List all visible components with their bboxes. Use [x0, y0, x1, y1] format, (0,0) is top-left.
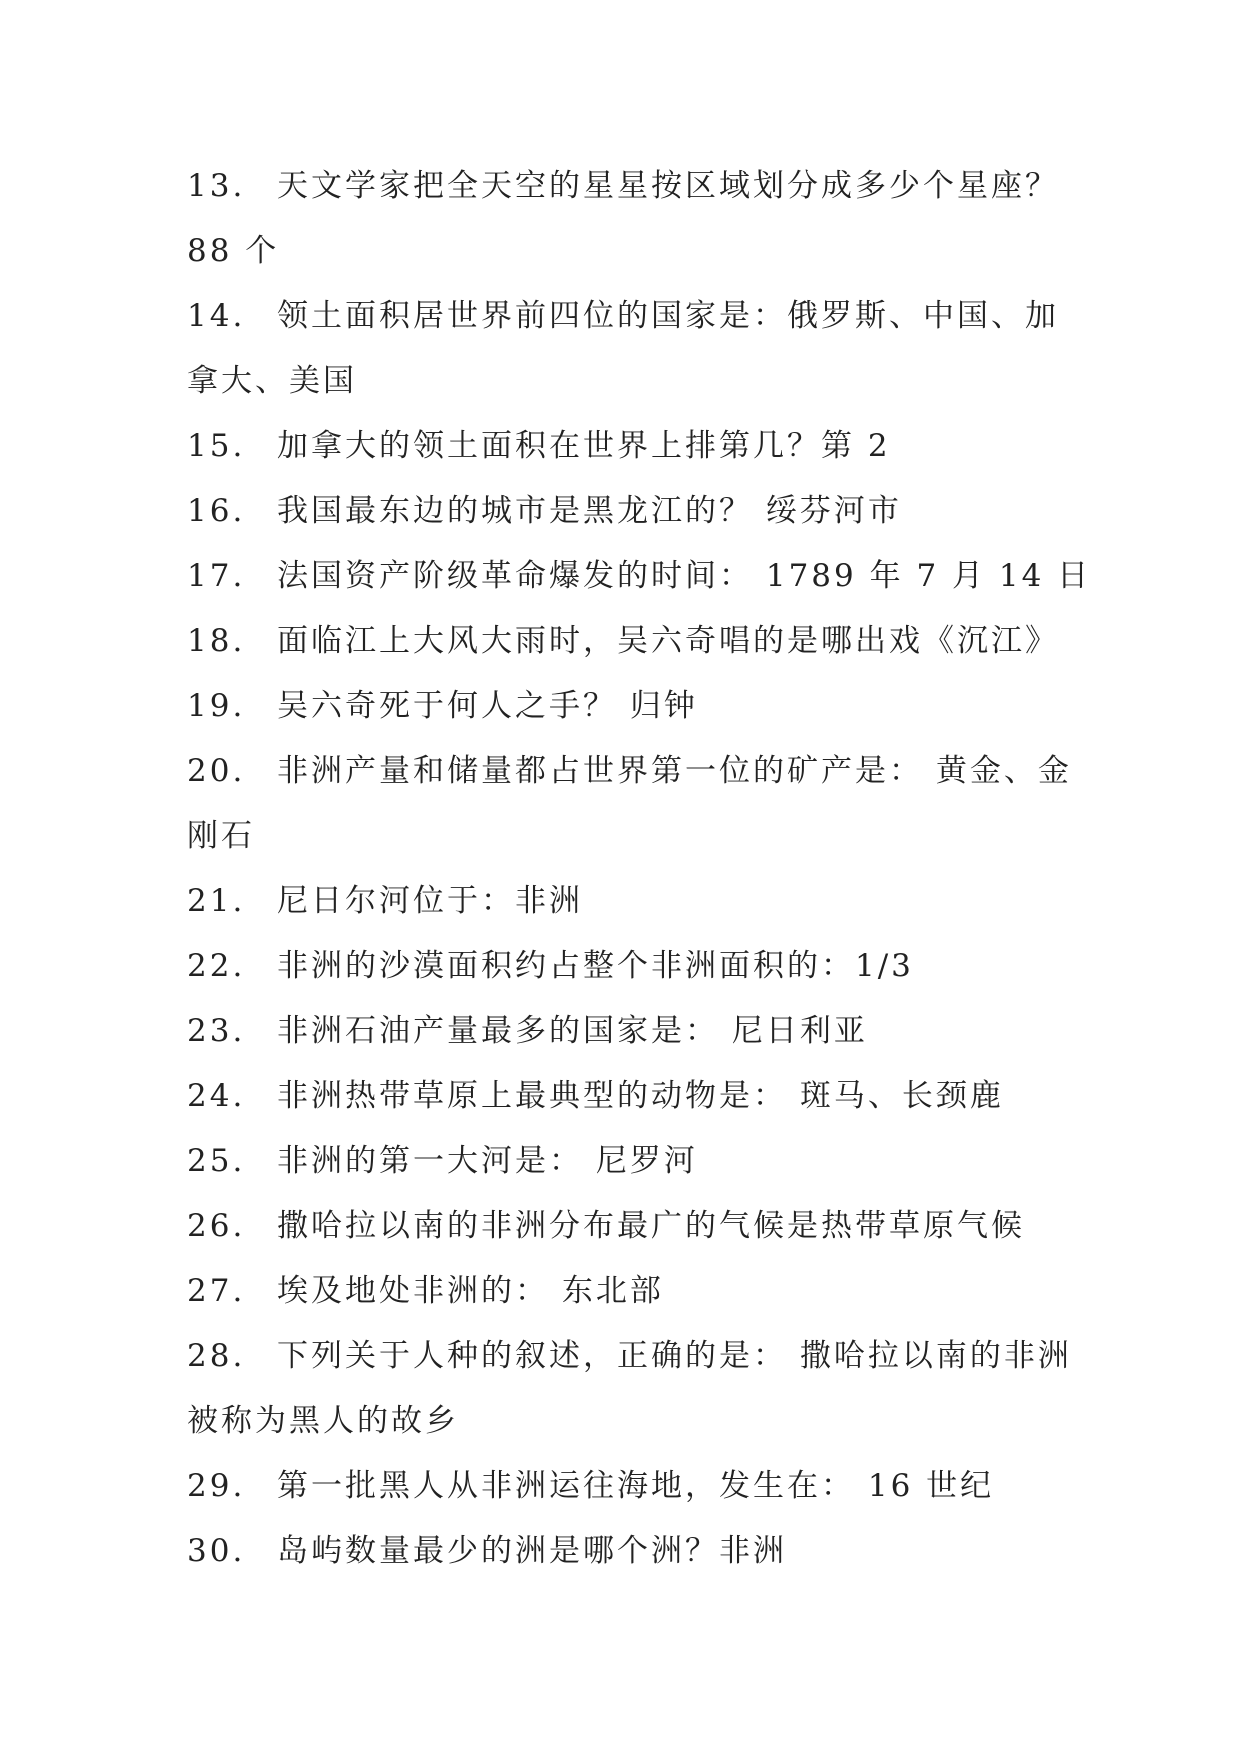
question-number: 30.	[187, 1533, 246, 1569]
question-16	[187, 479, 1067, 544]
question-text: 加拿大的领土面积在世界上排第几？第 2	[277, 428, 891, 464]
question-text: 吴六奇死于何人之手？ 归钟	[277, 688, 698, 724]
question-text: 领土面积居世界前四位的国家是：俄罗斯、中国、加	[277, 298, 1059, 334]
question-number: 25.	[187, 1143, 246, 1179]
question-number: 27.	[187, 1273, 246, 1309]
question-text: 非洲石油产量最多的国家是： 尼日利亚	[277, 1013, 868, 1049]
question-number: 26.	[187, 1208, 246, 1244]
question-28	[187, 1324, 1072, 1389]
question-number: 16.	[187, 493, 246, 529]
question-21	[187, 869, 1067, 934]
question-17	[187, 544, 1092, 609]
question-text-continued: 刚石	[187, 818, 255, 854]
question-number: 23.	[187, 1013, 246, 1049]
question-number: 20.	[187, 753, 246, 789]
question-text: 撒哈拉以南的非洲分布最广的气候是热带草原气候	[277, 1208, 1025, 1244]
question-text: 埃及地处非洲的： 东北部	[277, 1273, 664, 1309]
question-number: 29.	[187, 1468, 246, 1504]
question-20	[187, 739, 1072, 804]
question-24	[187, 1064, 1067, 1129]
question-25	[187, 1129, 1067, 1194]
question-13-continuation	[187, 219, 1067, 284]
question-number: 24.	[187, 1078, 246, 1114]
question-13	[187, 154, 1067, 219]
question-list	[187, 154, 1092, 1584]
question-text: 非洲产量和储量都占世界第一位的矿产是： 黄金、金	[277, 753, 1072, 789]
question-number: 14.	[187, 298, 246, 334]
question-number: 22.	[187, 948, 246, 984]
question-22	[187, 934, 1067, 999]
question-14	[187, 284, 1067, 349]
question-text: 岛屿数量最少的洲是哪个洲？非洲	[277, 1533, 787, 1569]
question-number: 15.	[187, 428, 246, 464]
question-text-continued: 88 个	[187, 233, 280, 269]
question-text: 下列关于人种的叙述，正确的是： 撒哈拉以南的非洲	[277, 1338, 1072, 1374]
question-29	[187, 1454, 1067, 1519]
question-27	[187, 1259, 1067, 1324]
question-text: 我国最东边的城市是黑龙江的？ 绥芬河市	[277, 493, 902, 529]
question-text-continued: 被称为黑人的故乡	[187, 1403, 459, 1439]
question-18	[187, 609, 1067, 674]
question-text: 第一批黑人从非洲运往海地，发生在： 16 世纪	[277, 1468, 995, 1504]
question-number: 28.	[187, 1338, 246, 1374]
question-text: 非洲的第一大河是： 尼罗河	[277, 1143, 698, 1179]
question-14-continuation	[187, 349, 1067, 414]
question-23	[187, 999, 1067, 1064]
question-19	[187, 674, 1067, 739]
question-number: 21.	[187, 883, 246, 919]
question-number: 17.	[187, 558, 246, 594]
question-text: 尼日尔河位于：非洲	[277, 883, 583, 919]
question-number: 13.	[187, 168, 246, 204]
question-text: 非洲的沙漠面积约占整个非洲面积的：1/3	[277, 948, 914, 984]
question-26	[187, 1194, 1067, 1259]
question-text: 天文学家把全天空的星星按区域划分成多少个星座？	[277, 168, 1059, 204]
question-20-continuation	[187, 804, 1067, 869]
question-text-continued: 拿大、美国	[187, 363, 357, 399]
question-30	[187, 1519, 1067, 1584]
question-text: 面临江上大风大雨时，吴六奇唱的是哪出戏《沉江》	[277, 623, 1059, 659]
question-text: 非洲热带草原上最典型的动物是： 斑马、长颈鹿	[277, 1078, 1004, 1114]
question-15	[187, 414, 1067, 479]
question-number: 19.	[187, 688, 246, 724]
question-text: 法国资产阶级革命爆发的时间： 1789 年 7 月 14 日	[277, 558, 1092, 594]
question-28-continuation	[187, 1389, 1067, 1454]
question-number: 18.	[187, 623, 246, 659]
